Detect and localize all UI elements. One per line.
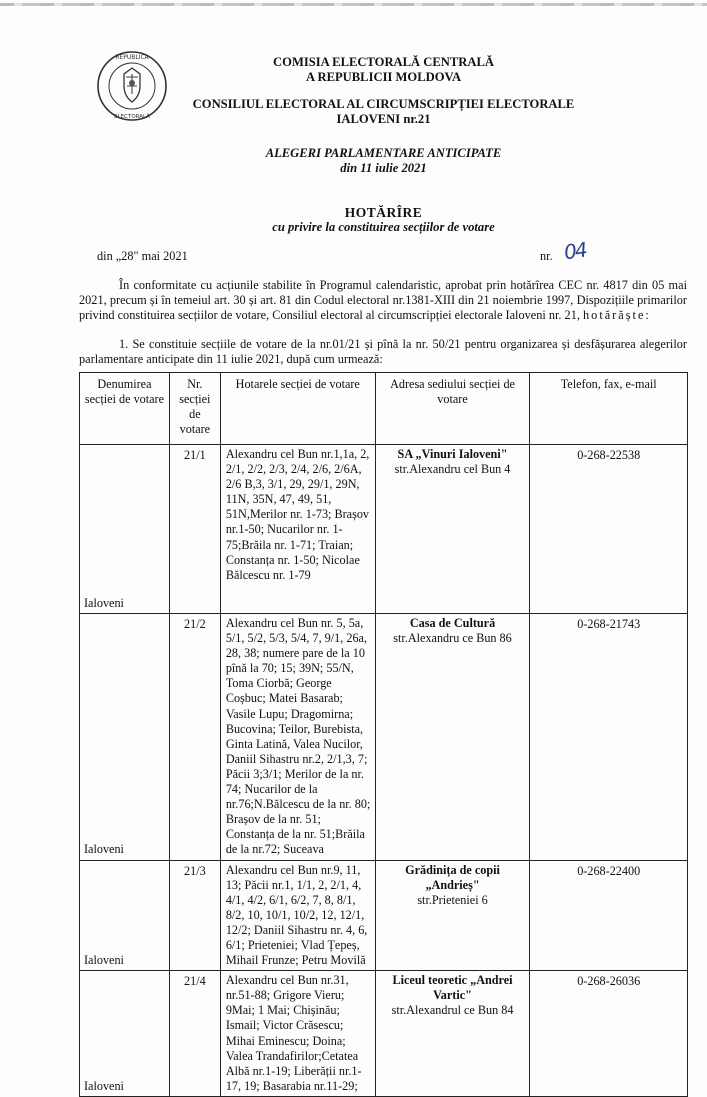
decides-word: hotărăște: [583,308,651,323]
svg-text:REPUBLICA: REPUBLICA [115,54,149,61]
station-name: Ialoveni [80,860,170,971]
street-address: str.Alexandru cel Bun 4 [394,462,511,477]
station-address [375,971,530,1097]
decision-number-handwritten: 04 [562,237,588,265]
station-number: 21/3 [169,860,220,971]
station-phone: 0-268-22538 [530,445,688,614]
scan-artifact [0,3,707,6]
decision-date: din „28" mai 2021 [97,249,188,263]
street-address: str.Alexandru ce Bun 86 [393,631,512,646]
preamble-text: În conformitate cu acțiunile stabilite în Programul calendaristic, aprobat prin hotărîrea CEC nr. 4817 din 05 mai 2021, precum și în temeiul art. 30 și art. 81 din Codul electoral nr.1381-XIII din 21 noiembrie 1997, Dispozițiile primarilor privind constituirea secțiilor de votare, Consiliul electoral al circumscripției electorale Ialoveni nr. 21, [79,278,687,323]
elections-line2: din 11 iulie 2021 [340,161,427,175]
preamble-paragraph [79,278,687,324]
institution-name: SA „Vinuri Ialoveni" [397,447,508,461]
council-line1: CONSILIUL ELECTORAL AL CIRCUMSCRIPȚIEI ELECTORALE [192,97,575,111]
table-row [80,445,688,614]
station-address [375,614,530,861]
elections-line1: ALEGERI PARLAMENTARE ANTICIPATE [265,146,502,160]
decision-title-block [0,205,707,235]
decision-subtitle: cu privire la constituirea secțiilor de votare [272,220,495,234]
header-bounds: Hotarele secției de votare [220,373,375,445]
station-phone: 0-268-21743 [530,614,688,861]
polling-stations-table [79,372,688,1097]
table-row [80,971,688,1097]
header-address: Adresa sediului secției de votare [375,373,530,445]
station-name: Ialoveni [80,971,170,1097]
station-bounds: Alexandru cel Bun nr. 5, 5a, 5/1, 5/2, 5/3, 5/4, 7, 9/1, 26a, 28, 38; numere pare de la 10 pînă la 70; 15; 39N; 55/N, Toma Ciorbă; George Coșbuc; Matei Basarab; Vasile Lupu; Dragomirna; Bucovina; Teilor, Burebista, Ginta Latină, Valea Nucilor, Daniil Sihastru nr.2, 2/1,3, 7; Păcii 3;3/1; Merilor de la nr. 74; Nucarilor de la nr.76;N.Bălcescu de la nr. 80; Brașov de la nr. 51; Constanța de la nr. 51;Brăila de la nr.72; Suceava [220,614,375,861]
station-bounds: Alexandru cel Bun nr.1,1a, 2, 2/1, 2/2, 2/3, 2/4, 2/6, 2/6A, 2/6 B,3, 3/1, 29, 29/1, 29N, 11N, 35N, 47, 49, 51, 51N,Merilor nr. 1-73; Brașov nr.1-50; Nucarilor nr. 1-75;Brăila nr. 1-71; Traian; Constanța nr. 1-50; Nicolae Bălcescu nr. 1-79 [220,445,375,614]
article-1-paragraph: 1. Se constituie secțiile de votare de la nr.01/21 și pînă la nr. 50/21 pentru organizarea și desfășurarea alegerilor parlamentare anticipate din 11 iulie 2021, după cum urmează: [79,337,687,367]
station-name: Ialoveni [80,614,170,861]
header-contact: Telefon, fax, e-mail [530,373,688,445]
header-name: Denumirea secției de votare [80,373,170,445]
svg-text:ELECTORALĂ: ELECTORALĂ [114,114,150,120]
institution-name: Liceul teoretic „Andrei Vartic" [392,973,513,1003]
institution-name: Casa de Cultură [409,616,496,630]
station-number: 21/2 [169,614,220,861]
table-row [80,860,688,971]
header-number: Nr. secției de votare [169,373,220,445]
street-address: str.Alexandrul ce Bun 84 [391,1003,514,1018]
decision-number [540,237,588,265]
commission-header [0,55,707,85]
station-number: 21/4 [169,971,220,1097]
institution-name: Grădinița de copii „Andrieș" [405,862,500,892]
station-name: Ialoveni [80,445,170,614]
station-bounds: Alexandru cel Bun nr.31, nr.51-88; Grigore Vieru; 9Mai; 1 Mai; Chișinău; Ismail; Victor Crăsescu; Mihai Eminescu; Doina; Valea Trandafirilor;Cetatea Albă nr.1-19; Liberății nr.1-17, 19; Basarabia nr.11-29; [220,971,375,1097]
table-header-row [80,373,688,445]
station-address [375,860,530,971]
station-address [375,445,530,614]
decision-title: HOTĂRÎRE [344,205,423,220]
station-phone: 0-268-26036 [530,971,688,1097]
table-row [80,614,688,861]
commission-line1: COMISIA ELECTORALĂ CENTRALĂ [273,55,494,69]
decision-number-label: nr. [540,249,553,263]
station-bounds: Alexandru cel Bun nr.9, 11, 13; Păcii nr.1, 1/1, 2, 2/1, 4, 4/1, 4/2, 6/1, 6/2, 7, 8, 8/1, 8/2, 10, 10/1, 10/2, 12, 12/1, 12/2; Daniil Sihastru nr. 4, 6, 6/1; Prieteniei; Vlad Țepeș, Mihail Frunze; Petru Movilă [220,860,375,971]
street-address: str.Prieteniei 6 [417,892,488,907]
station-phone: 0-268-22400 [530,860,688,971]
station-number: 21/1 [169,445,220,614]
elections-header [0,146,707,176]
council-header [0,97,707,127]
council-line2: IALOVENI nr.21 [336,112,431,126]
commission-line2: A REPUBLICII MOLDOVA [305,70,462,84]
